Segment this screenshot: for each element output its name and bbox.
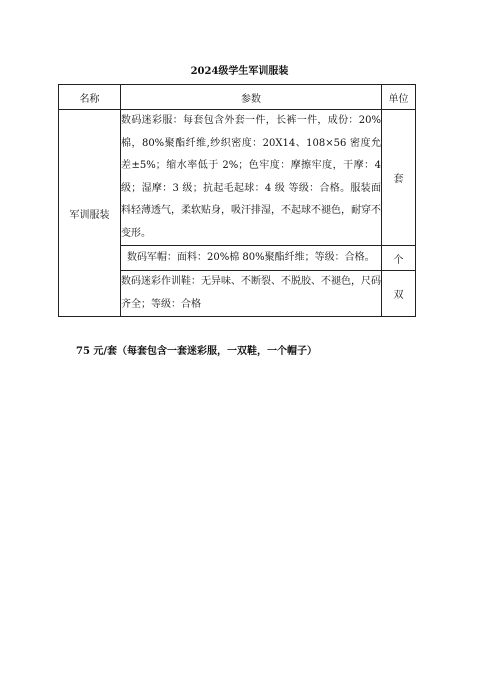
header-unit: 单位	[382, 85, 416, 110]
table-row	[59, 110, 416, 246]
param-cell-shoes: 数码迷彩作训鞋：无异味、不断裂、不脱胶、不褪色，尺码齐全；等级：合格	[121, 271, 382, 317]
unit-cell-cap: 个	[382, 246, 416, 271]
category-cell: 军训服装	[59, 110, 121, 317]
header-params: 参数	[121, 85, 382, 110]
unit-cell-uniform: 套	[382, 110, 416, 246]
document-title: 2024级学生军训服装	[190, 66, 289, 77]
unit-cell-shoes: 双	[382, 271, 416, 317]
param-cell-uniform: 数码迷彩服：每套包含外套一件，长裤一件，成份：20%棉，80%聚酯纤维,纱织密度：20X14、108×56 密度允差±5%；缩水率低于 2%；色牢度：摩擦牢度，干摩：4 级；湿摩：3 级；抗起毛起球：4 级 等级：合格。服装面料轻薄透气，柔软贴身，吸汗排湿，不起球不褪色，耐穿不变形。	[121, 110, 382, 246]
price-note: 75 元/套（每套包含一套迷彩服，一双鞋，一个帽子）	[76, 346, 318, 357]
spec-table	[58, 84, 416, 317]
table-header-row	[59, 85, 416, 110]
param-cell-cap: 数码军帽：面料：20%棉 80%聚酯纤维；等级：合格。	[121, 246, 382, 271]
header-name: 名称	[59, 85, 121, 110]
